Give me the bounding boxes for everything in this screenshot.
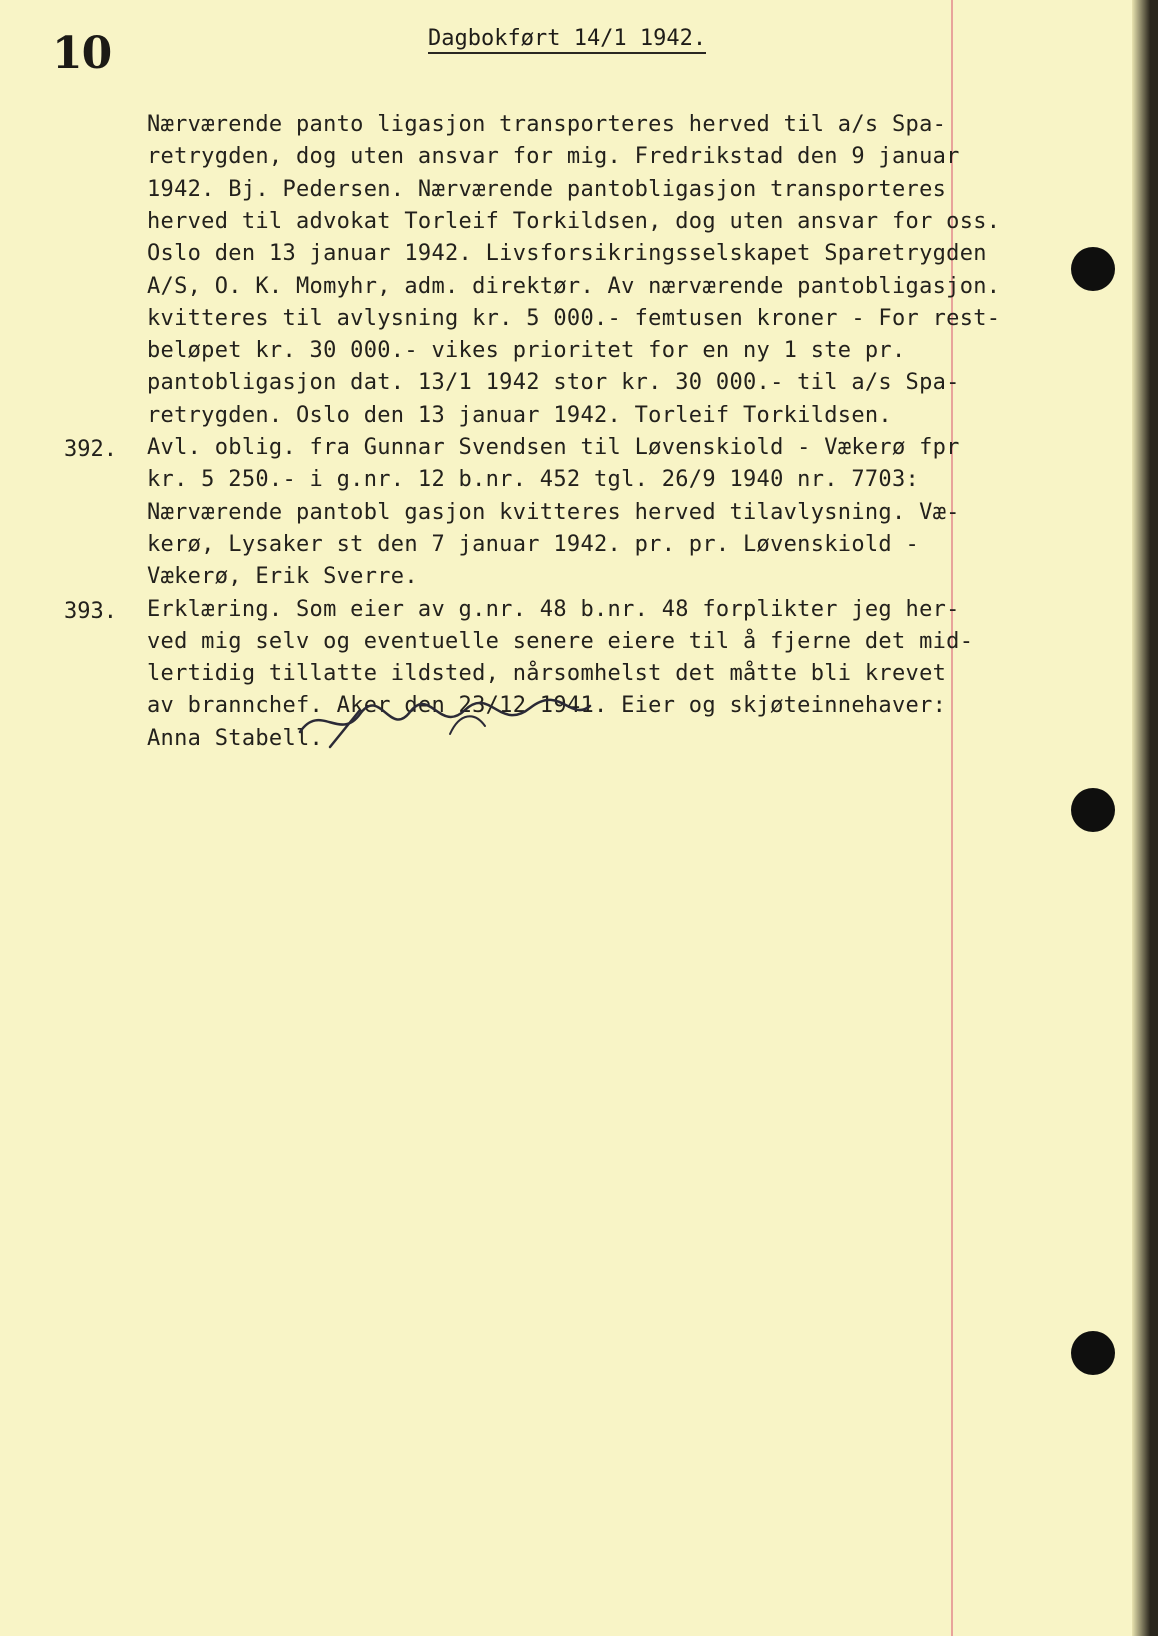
text-line: av brannchef. Aker den 23/12 1941. Eier og skjøteinnehaver: xyxy=(147,693,947,719)
text-line: ved mig selv og eventuelle senere eiere til å fjerne det mid- xyxy=(147,628,974,654)
text-line: kr. 5 250.- i g.nr. 12 b.nr. 452 tgl. 26/9 1940 nr. 7703: xyxy=(147,467,920,493)
punch-hole-icon xyxy=(1071,1331,1115,1375)
text-line: Vækerø, Erik Sverre. xyxy=(147,564,418,590)
text-line: Nærværende pantobl gasjon kvitteres herved tilavlysning. Væ- xyxy=(147,499,960,525)
text-line: pantobligasjon dat. 13/1 1942 stor kr. 30 000.- til a/s Spa- xyxy=(147,370,960,396)
punch-hole-icon xyxy=(1071,788,1115,832)
text-line: kerø, Lysaker st den 7 januar 1942. pr. pr. Løvenskiold - xyxy=(147,531,920,557)
text-line: beløpet kr. 30 000.- vikes prioritet for en ny 1 ste pr. xyxy=(147,338,906,364)
page-edge-shadow xyxy=(1132,0,1158,1636)
text-line: herved til advokat Torleif Torkildsen, dog uten ansvar for oss. xyxy=(147,208,1001,234)
text-line: Avl. oblig. fra Gunnar Svendsen til Løvenskiold - Vækerø fpr xyxy=(147,435,960,460)
handwritten-signature xyxy=(290,692,610,752)
entry-number: 392. xyxy=(64,437,117,462)
text-line: Nærværende panto ligasjon transporteres herved til a/s Spa- xyxy=(147,112,947,137)
punch-hole-icon xyxy=(1071,247,1115,291)
page-header: Dagbokført 14/1 1942. xyxy=(428,26,706,54)
text-line: Oslo den 13 januar 1942. Livsforsikringsselskapet Sparetrygden xyxy=(147,241,987,267)
page-number: 10 xyxy=(52,28,112,79)
text-line: retrygden. Oslo den 13 januar 1942. Torleif Torkildsen. xyxy=(147,402,892,428)
text-line: Erklæring. Som eier av g.nr. 48 b.nr. 48 forplikter jeg her- xyxy=(147,596,960,622)
entry-number: 393. xyxy=(64,598,117,624)
text-line: retrygden, dog uten ansvar for mig. Fredrikstad den 9 januar xyxy=(147,144,960,170)
text-line: lertidig tillatte ildsted, nårsomhelst det måtte bli krevet xyxy=(147,661,947,687)
text-line: 1942. Bj. Pedersen. Nærværende pantobligasjon transporteres xyxy=(147,176,947,202)
text-line: A/S, O. K. Momyhr, adm. direktør. Av nærværende pantobligasjon. xyxy=(147,273,1001,299)
text-line: kvitteres til avlysning kr. 5 000.- femtusen kroner - For rest- xyxy=(147,305,1001,331)
text-line: Anna Stabell. xyxy=(147,725,324,751)
